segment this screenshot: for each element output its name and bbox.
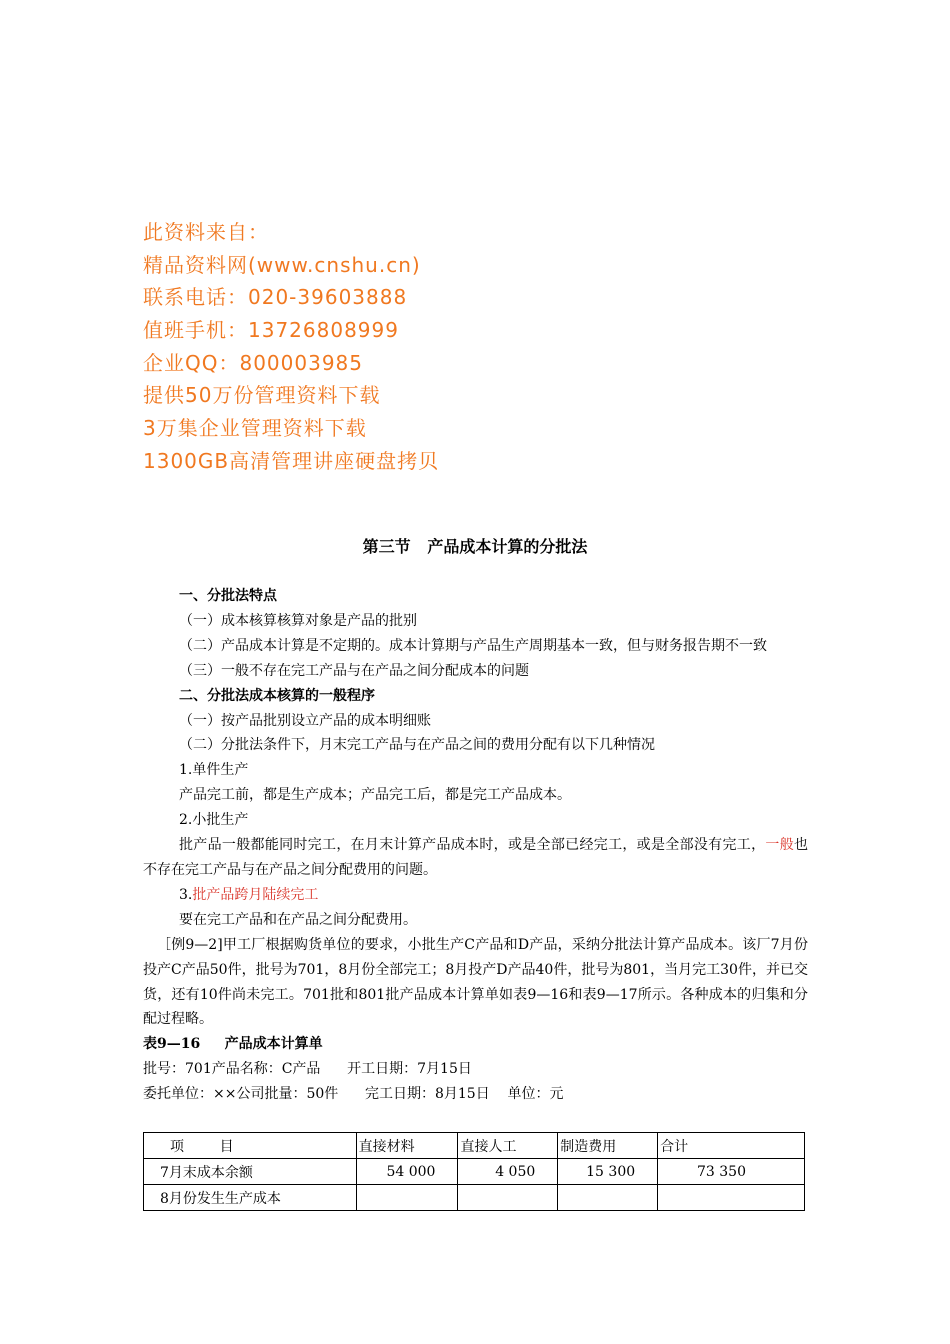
paragraph-text: 也不存在完工产品与在产品之间分配费用的问题。: [143, 837, 809, 878]
promo-line: 1300GB高清管理讲座硬盘拷贝: [143, 448, 440, 473]
table-cell: 54 000: [356, 1159, 458, 1185]
section-title: 第三节 产品成本计算的分批法: [362, 537, 588, 556]
table-cell: 4 050: [458, 1159, 558, 1185]
table-cell: 15 300: [558, 1159, 658, 1185]
table-meta: 批号：701产品名称：C产品 开工日期：7月15日: [143, 1061, 472, 1078]
promo-line: 精品资料网(www.cnshu.cn): [143, 252, 421, 277]
heading-2: 二、分批法成本核算的一般程序: [179, 687, 375, 704]
highlight-text: 一般: [765, 837, 795, 854]
paragraph: [143, 833, 808, 883]
paragraph: 产品完工前，都是生产成本；产品完工后，都是完工产品成本。: [179, 787, 571, 804]
promo-line: 联系电话：020-39603888: [143, 285, 408, 310]
subheading: [143, 883, 808, 908]
table-cell: 73 350: [658, 1159, 805, 1185]
table-cell: [558, 1185, 658, 1211]
table-cell: [458, 1185, 558, 1211]
promo-line: 3万集企业管理资料下载: [143, 416, 367, 441]
promo-block: [143, 216, 439, 478]
document-body: [143, 584, 808, 1107]
table-header-cell: 合计: [658, 1133, 805, 1159]
table-cell: 8月份发生生产成本: [144, 1185, 357, 1211]
promo-line: 值班手机：13726808999: [143, 318, 399, 343]
example-paragraph: ［例9—2]甲工厂根据购货单位的要求，小批生产C产品和D产品，采纳分批法计算产品成本。该厂7月份投产C产品50件，批号为701，8月份全部完工；8月投产D产品40件，批号为801，当月完工30件，并已交货，还有10件尚未完工。701批和801批产品成本计算单如表9—16和表9—17所示。各种成本的归集和分配过程略。: [143, 936, 808, 1028]
cost-table: [143, 1132, 805, 1211]
paragraph: 要在完工产品和在产品之间分配费用。: [179, 911, 417, 928]
paragraph: （二）产品成本计算是不定期的。成本计算期与产品生产周期基本一致，但与财务报告期不一致: [179, 637, 767, 654]
heading-1: 一、分批法特点: [179, 588, 277, 604]
paragraph: （二）分批法条件下，月末完工产品与在产品之间的费用分配有以下几种情况: [179, 737, 655, 754]
subheading: 1.单件生产: [179, 762, 249, 779]
table-meta: 委托单位：××公司批量：50件 完工日期：8月15日 单位：元: [143, 1086, 564, 1103]
promo-line: 此资料来自：: [143, 220, 269, 244]
table-header-row: [144, 1133, 805, 1159]
highlight-text: 批产品跨月陆续完工: [192, 886, 319, 903]
table-header-cell: 项 目: [144, 1133, 357, 1159]
table-cell: [356, 1185, 458, 1211]
table-header-cell: 制造费用: [558, 1133, 658, 1159]
paragraph: （三）一般不存在完工产品与在产品之间分配成本的问题: [179, 662, 529, 679]
table-header-cell: 直接材料: [356, 1133, 458, 1159]
subheading: 2.小批生产: [179, 812, 249, 829]
paragraph: （一）成本核算核算对象是产品的批别: [179, 612, 417, 629]
paragraph-text: 批产品一般都能同时完工，在月末计算产品成本时，或是全部已经完工，或是全部没有完工，: [179, 837, 766, 854]
promo-line: 提供50万份管理资料下载: [143, 383, 381, 408]
subheading-number: 3.: [179, 886, 193, 903]
table-row: [144, 1185, 805, 1211]
promo-line: 企业QQ：800003985: [143, 350, 364, 375]
table-row: [144, 1159, 805, 1185]
table-header-cell: 直接人工: [458, 1133, 558, 1159]
table-title: 表9—16 产品成本计算单: [143, 1036, 323, 1053]
table-cell: 7月末成本余额: [144, 1159, 357, 1185]
table-cell: [658, 1185, 805, 1211]
paragraph: （一）按产品批别设立产品的成本明细账: [179, 712, 431, 729]
